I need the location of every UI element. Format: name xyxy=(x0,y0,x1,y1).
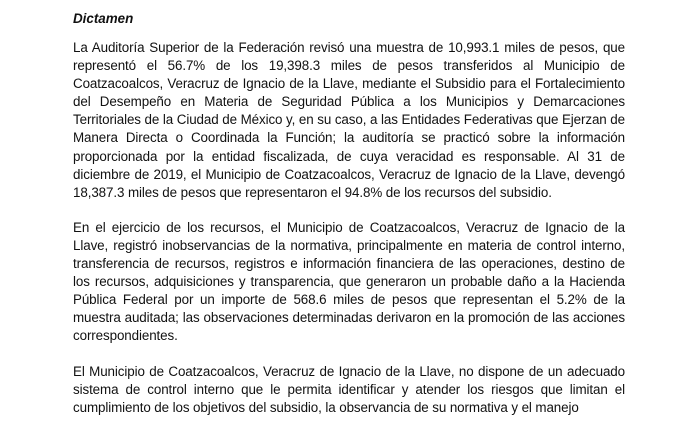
paragraph-internal-control: El Municipio de Coatzacoalcos, Veracruz de Ignacio de la Llave, no dispone de un adecuado sistema de control interno que le permita identificar y atender los riesgos que limitan el cumplimiento de los objetivos del subsidio, la observancia de su normativa y el manejo xyxy=(73,363,625,415)
paragraph-summary: La Auditoría Superior de la Federación revisó una muestra de 10,993.1 miles de pesos, que representó el 56.7% de los 19,398.3 miles de pesos transferidos al Municipio de Coatzacoalcos, Veracruz de Ignacio de la Llave, mediante el Subsidio para el Fortalecimiento del Desempeño en Materia de Seguridad Pública a los Municipios y Demarcaciones Territoriales de la Ciudad de México y, en su caso, a las Entidades Federativas que Ejerzan de Manera Directa o Coordinada la Función; la auditoría se practicó sobre la información proporcionada por la entidad fiscalizada, de cuya veracidad es responsable. Al 31 de diciembre de 2019, el Municipio de Coatzacoalcos, Veracruz de Ignacio de la Llave, devengó 18,387.3 miles de pesos que representaron el 94.8% de los recursos del subsidio. xyxy=(73,40,625,200)
document-page xyxy=(73,10,625,434)
section-heading: Dictamen xyxy=(73,11,134,26)
paragraph-observations: En el ejercicio de los recursos, el Municipio de Coatzacoalcos, Veracruz de Ignacio de la Llave, registró inobservancias de la normativa, principalmente en materia de control interno, transferencia de recursos, registros e información financiera de las operaciones, destino de los recursos, adquisiciones y transparencia, que generaron un probable daño a la Hacienda Pública Federal por un importe de 568.6 miles de pesos que representan el 5.2% de la muestra auditada; las observaciones determinadas derivaron en la promoción de las acciones correspondientes. xyxy=(73,219,625,344)
